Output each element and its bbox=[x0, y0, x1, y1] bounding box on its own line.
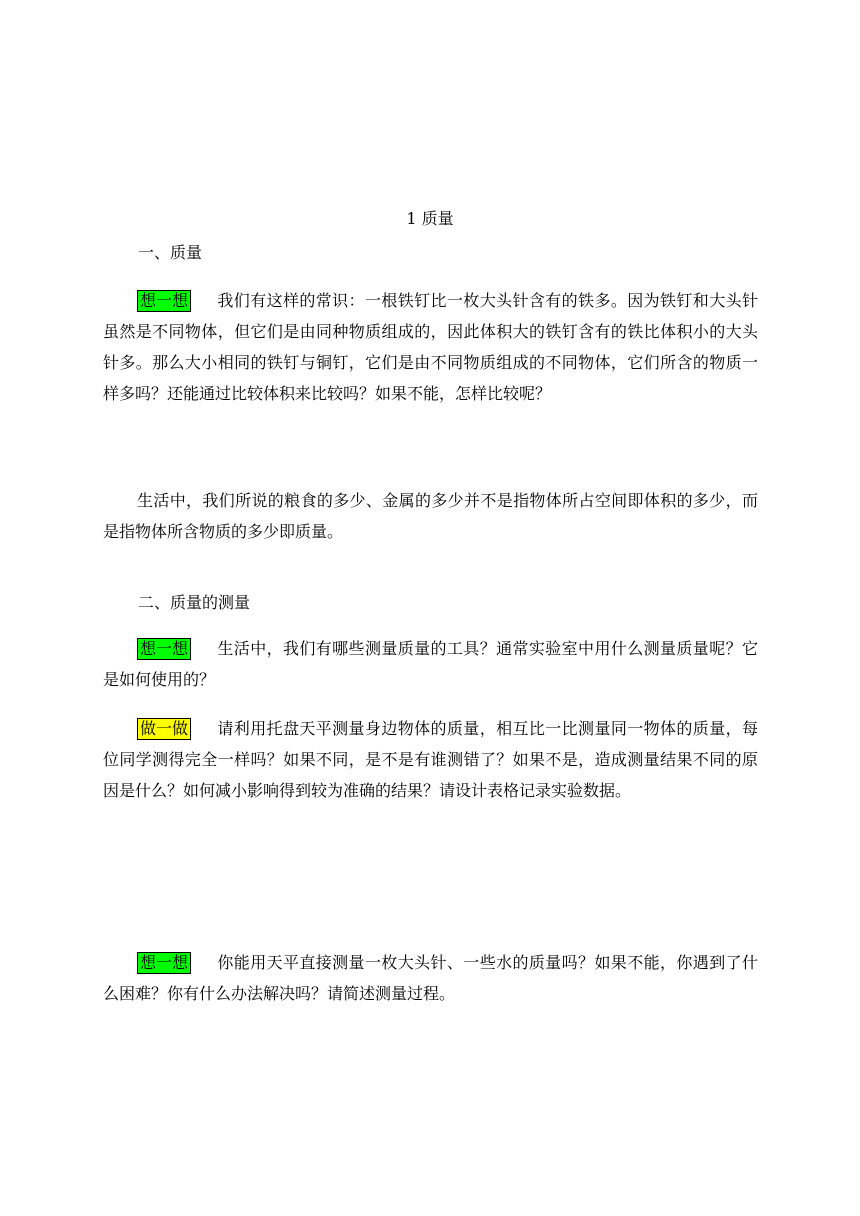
think-paragraph-1 bbox=[103, 285, 758, 409]
do-label: 做一做 bbox=[137, 718, 191, 740]
section-heading-mass: 一、质量 bbox=[138, 243, 203, 262]
think-paragraph-2 bbox=[103, 633, 758, 695]
do-text: 请利用托盘天平测量身边物体的质量，相互比一比测量同一物体的质量，每位同学测得完全一样吗？如果不同，是不是有谁测错了？如果不是，造成测量结果不同的原因是什么？如何减小影响得到较为准确的结果？请设计表格记录实验数据。 bbox=[103, 719, 758, 800]
do-paragraph bbox=[103, 713, 758, 806]
body-paragraph-mass-definition bbox=[103, 485, 758, 547]
think-text-1: 我们有这样的常识：一根铁钉比一枚大头针含有的铁多。因为铁钉和大头针虽然是不同物体，但它们是由同种物质组成的，因此体积大的铁钉含有的铁比体积小的大头针多。那么大小相同的铁钉与铜钉，它们是由不同物质组成的不同物体，它们所含的物质一样多吗？还能通过比较体积来比较吗？如果不能，怎样比较呢？ bbox=[103, 291, 758, 403]
think-text-3: 你能用天平直接测量一枚大头针、一些水的质量吗？如果不能，你遇到了什么困难？你有什么办法解决吗？请简述测量过程。 bbox=[103, 953, 758, 1003]
think-label-3: 想一想 bbox=[137, 952, 191, 974]
section-heading-measurement: 二、质量的测量 bbox=[138, 593, 251, 612]
think-label-2: 想一想 bbox=[137, 638, 191, 660]
think-label-1: 想一想 bbox=[137, 290, 191, 312]
think-text-2: 生活中，我们有哪些测量质量的工具？通常实验室中用什么测量质量呢？它是如何使用的？ bbox=[103, 639, 758, 689]
think-paragraph-3 bbox=[103, 947, 758, 1009]
body-text-mass-definition: 生活中，我们所说的粮食的多少、金属的多少并不是指物体所占空间即体积的多少，而是指物体所含物质的多少即质量。 bbox=[103, 491, 758, 541]
page-title: 1 质量 bbox=[406, 209, 454, 228]
